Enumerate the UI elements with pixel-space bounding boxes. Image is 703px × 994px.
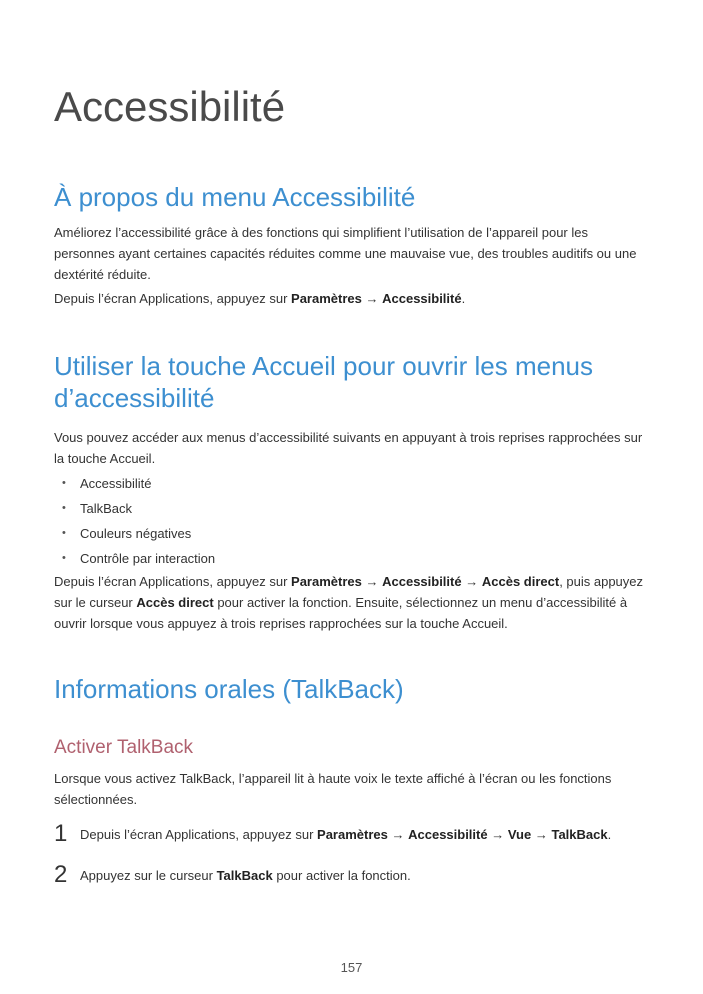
bullet-icon: • [62, 552, 66, 564]
intro-line1: Vous pouvez accéder aux menus d’accessibilité suivants en appuyant à trois reprises rapprochées sur [54, 430, 643, 445]
list-item-label: Couleurs négatives [80, 526, 192, 541]
step-number: 1 [54, 820, 68, 847]
section-heading-home-key [54, 350, 593, 414]
intro-line2: la touche Accueil. [54, 451, 156, 466]
section2-intro [54, 427, 654, 469]
list-item-label: Accessibilité [80, 476, 152, 491]
line2-suffix: pour activer la fonction. Ensuite, sélectionnez un menu d’accessibilité à [213, 595, 628, 610]
section1-path [54, 288, 654, 309]
section1-paragraph [54, 222, 654, 285]
list-item [54, 546, 654, 571]
bullet-icon: • [62, 477, 66, 489]
list-item [54, 471, 654, 496]
list-item-label: TalkBack [80, 501, 133, 516]
section3-intro [54, 768, 654, 810]
step-prefix: Appuyez sur le curseur [80, 868, 217, 883]
path-item-vue: Vue [507, 827, 532, 842]
step-suffix: pour activer la fonction. [272, 868, 411, 883]
list-item [54, 496, 654, 521]
step-text [80, 825, 611, 845]
line2-bold: Accès direct [136, 595, 214, 610]
intro-line1: Lorsque vous activez TalkBack, l’appareil lit à haute voix le texte affiché à l’écran ou les fonctions [54, 771, 612, 786]
accessibility-menu-list [54, 471, 654, 571]
talkback-bold: TalkBack [216, 868, 273, 883]
bullet-icon: • [62, 502, 66, 514]
path-item-parametres: Paramètres [291, 291, 362, 306]
heading-line2: d’accessibilité [54, 383, 215, 413]
section1-line2: personnes ayant certaines capacités réduites comme une mauvaise vue, des troubles auditifs ou une [54, 246, 637, 261]
section1-line3: dextérité réduite. [54, 267, 151, 282]
subheading-activate-talkback: Activer TalkBack [54, 737, 194, 758]
path-item-parametres: Paramètres [291, 574, 362, 589]
path-item-acces-direct: Accès direct [481, 574, 560, 589]
heading-line1: Utiliser la touche Accueil pour ouvrir les menus [54, 351, 594, 381]
path-item-parametres: Paramètres [317, 827, 388, 842]
path-item-accessibilite: Accessibilité [382, 574, 462, 589]
page-number: 157 [340, 960, 363, 975]
section-heading-about-accessibility: À propos du menu Accessibilité [54, 182, 416, 212]
path-prefix: Depuis l’écran Applications, appuyez sur [54, 574, 292, 589]
line2-prefix: sur le curseur [54, 595, 137, 610]
path-end: . [461, 291, 466, 306]
step-number: 2 [54, 861, 68, 888]
intro-line2: sélectionnées. [54, 792, 138, 807]
path-prefix: Depuis l’écran Applications, appuyez sur [54, 291, 292, 306]
list-item [54, 521, 654, 546]
line3: ouvrir lorsque vous appuyez à trois reprises rapprochées sur la touche Accueil. [54, 616, 508, 631]
path-suffix: , puis appuyez [559, 574, 644, 589]
path-item-accessibilite: Accessibilité [408, 827, 488, 842]
arrow-icon: → [391, 827, 405, 842]
step-end: . [607, 827, 612, 842]
chapter-title: Accessibilité [54, 83, 286, 130]
bullet-icon: • [62, 527, 66, 539]
arrow-icon: → [491, 827, 505, 842]
path-item-talkback: TalkBack [551, 827, 608, 842]
step-text [80, 866, 411, 886]
section2-instructions [54, 571, 654, 634]
arrow-icon: → [534, 827, 548, 842]
arrow-icon: → [365, 291, 379, 306]
path-item-accessibilite: Accessibilité [382, 291, 462, 306]
section-heading-talkback: Informations orales (TalkBack) [54, 674, 404, 704]
list-item-label: Contrôle par interaction [80, 551, 216, 566]
section1-line1: Améliorez l’accessibilité grâce à des fonctions qui simplifient l’utilisation de l’appareil pour les [54, 225, 588, 240]
arrow-icon: → [365, 574, 379, 589]
arrow-icon: → [465, 574, 479, 589]
step-prefix: Depuis l’écran Applications, appuyez sur [80, 827, 318, 842]
